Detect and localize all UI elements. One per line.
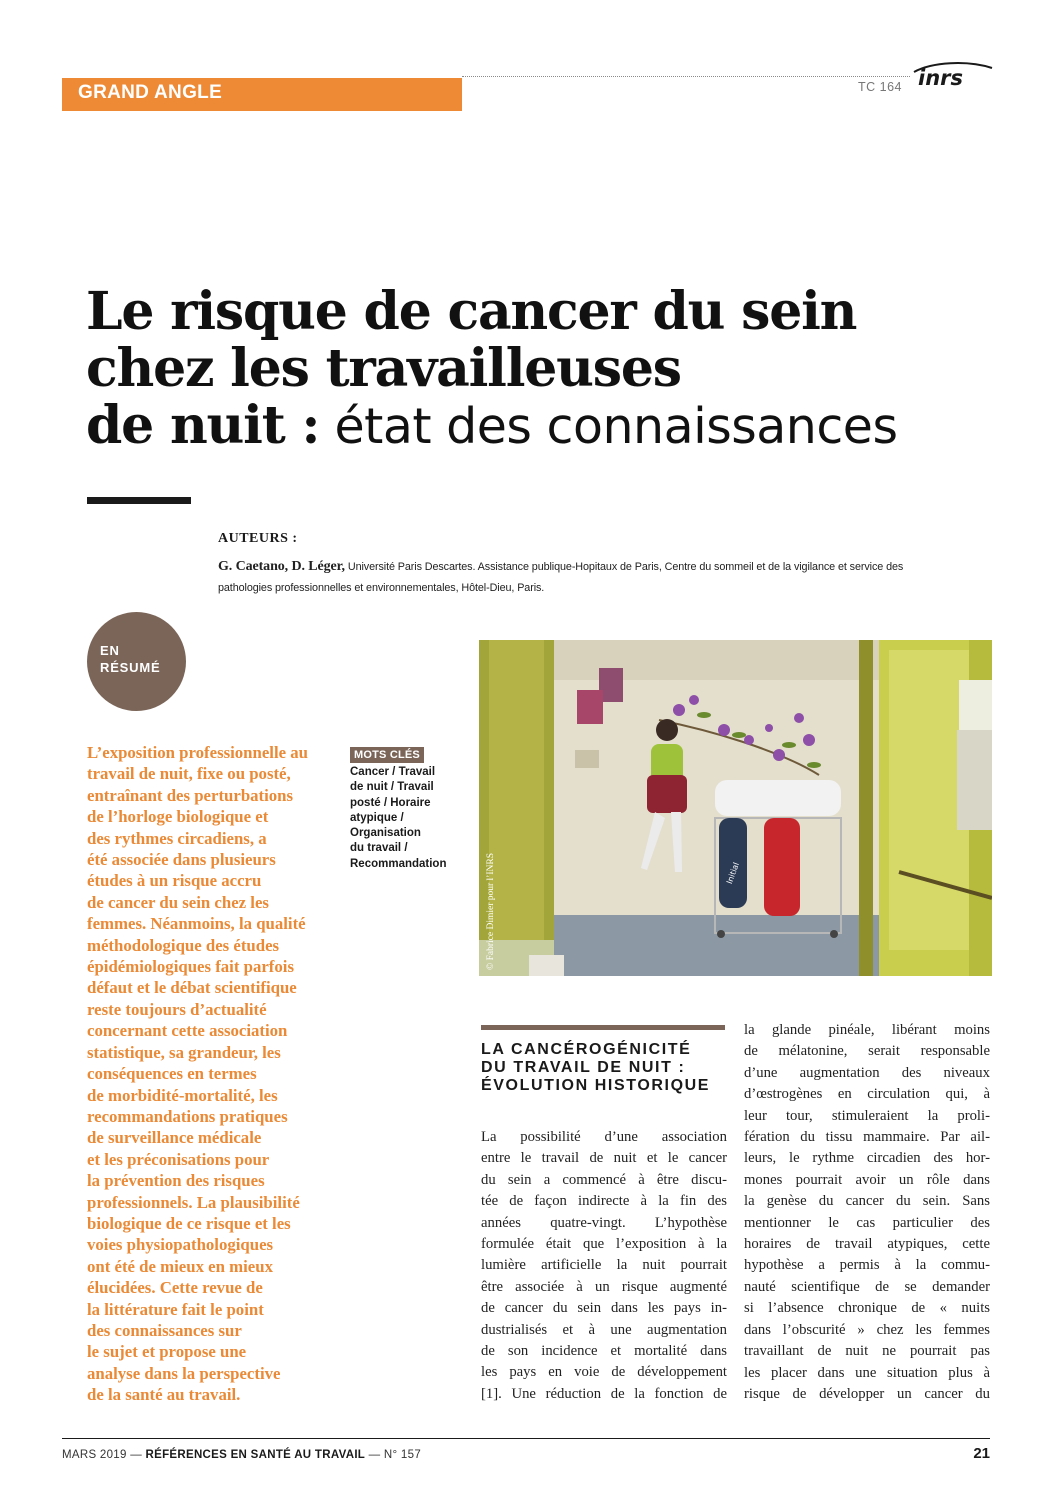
abstract-line: épidémiologiques fait parfois <box>87 957 294 977</box>
affiliation-line-1: Université Paris Descartes. Assistance publique-Hopitaux de Paris, Centre du sommeil et de la vigilance et service des <box>347 561 904 573</box>
inrs-logo <box>912 58 994 90</box>
footer-journal: RÉFÉRENCES EN SANTÉ AU TRAVAIL <box>145 1449 366 1461</box>
section-heading-line: DU TRAVAIL DE NUIT : <box>481 1059 686 1076</box>
body-line: du sein a commencé à être discu- <box>481 1171 727 1188</box>
title-rule <box>87 497 191 504</box>
affiliation-line-2: pathologies professionnelles et environnementales, Hôtel-Dieu, Paris. <box>218 582 545 594</box>
body-line: horaires de travail atypiques, cette <box>744 1236 990 1253</box>
body-line: lumière artificielle la nuit pourrait <box>481 1257 727 1274</box>
article-photo <box>479 640 992 976</box>
keywords-list <box>350 765 480 872</box>
abstract-line: été associée dans plusieurs <box>87 850 276 870</box>
abstract-line: biologique de ce risque et les <box>87 1213 291 1233</box>
keyword-line: Cancer / Travail <box>350 766 436 778</box>
page-number: 21 <box>973 1445 990 1462</box>
resume-badge <box>87 612 186 711</box>
footer-date: MARS 2019 — <box>62 1449 146 1461</box>
keyword-line: Organisation <box>350 827 421 840</box>
body-line: la glande pinéale, libérant moins <box>744 1022 990 1038</box>
authors-heading: AUTEURS : <box>218 531 298 546</box>
section-heading <box>481 1041 731 1095</box>
abstract-line: statistique, sa grandeur, les <box>87 1042 281 1062</box>
abstract-line: le sujet et propose une <box>87 1342 247 1362</box>
abstract-line: de la santé au travail. <box>87 1385 241 1405</box>
abstract-line: conséquences en termes <box>87 1064 257 1084</box>
abstract-line: études à un risque accru <box>87 871 262 891</box>
abstract-line: reste toujours d’actualité <box>87 999 267 1019</box>
section-heading-line: ÉVOLUTION HISTORIQUE <box>481 1077 711 1094</box>
abstract-line: L’exposition professionnelle au <box>87 743 308 762</box>
abstract-line: femmes. Néanmoins, la qualité <box>87 914 306 934</box>
abstract-line: méthodologique des études <box>87 935 280 955</box>
abstract-line: et les préconisations pour <box>87 1149 270 1169</box>
body-line: d’œstrogènes en circulation qui, à <box>744 1086 990 1103</box>
keyword-line: de nuit / Travail <box>350 781 434 794</box>
body-line: fération du tissu mammaire. Par ail- <box>744 1129 990 1146</box>
logo-text: inrs <box>918 66 964 90</box>
abstract-line: élucidées. Cette revue de <box>87 1278 263 1298</box>
body-line: les pays en voie de développement <box>481 1364 727 1381</box>
resume-badge-line-1: EN <box>100 643 120 658</box>
body-line: si l’absence chronique de « nuits <box>744 1300 990 1317</box>
body-line: nauté scientifique de se demander <box>744 1278 990 1295</box>
abstract-line: la littérature fait le point <box>87 1299 264 1319</box>
title-line-2: chez les travailleuses <box>86 338 681 399</box>
keyword-line: du travail / <box>350 842 408 855</box>
footer-issue: — N° 157 <box>365 1449 422 1461</box>
reference-code: TC 164 <box>858 80 902 94</box>
cart-bag-label: Initial <box>724 861 741 886</box>
keyword-line: atypique / <box>350 811 404 824</box>
body-line: dustrialisés et à une augmentation <box>481 1321 727 1338</box>
body-line: travaillant de nuit ne pourrait pas <box>744 1343 990 1360</box>
body-line: de cancer du sein dans les pays in- <box>481 1300 727 1317</box>
body-line: leurs, le rythme circadien des hor- <box>744 1150 990 1167</box>
abstract-line: des connaissances sur <box>87 1320 242 1340</box>
body-line: de mélatonine, serait responsable <box>744 1043 990 1060</box>
section-heading-rule <box>481 1025 725 1030</box>
body-line: être associée à un risque augmenté <box>481 1278 727 1295</box>
author-names: G. Caetano, D. Léger, <box>218 559 345 574</box>
body-line: risque de développer un cancer du <box>744 1385 990 1402</box>
abstract-line: des rythmes circadiens, a <box>87 828 267 848</box>
body-line: leur tour, stimuleraient la proli- <box>744 1107 990 1124</box>
body-column-2 <box>744 1020 990 1405</box>
body-line: La possibilité d’une association <box>481 1129 727 1145</box>
abstract-line: travail de nuit, fixe ou posté, <box>87 764 291 784</box>
abstract-line: recommandations pratiques <box>87 1106 288 1126</box>
authors-block <box>218 556 998 599</box>
footer-rule <box>62 1438 990 1439</box>
abstract-line: de l’horloge biologique et <box>87 807 269 827</box>
body-line: la genèse du cancer du sein. Sans <box>744 1193 990 1210</box>
resume-badge-line-2: RÉSUMÉ <box>100 660 161 675</box>
body-line: mones pourrait avoir un rôle dans <box>744 1171 990 1188</box>
photo-credit: © Fabrice Dimier pour l’INRS <box>486 853 496 970</box>
body-line: années quatre-vingt. L’hypothèse <box>481 1214 727 1231</box>
abstract-line: défaut et le débat scientifique <box>87 978 297 998</box>
title-line-3 <box>86 397 986 455</box>
body-line: hypothèse a permis à la commu- <box>744 1257 990 1274</box>
abstract-line: professionnels. La plausibilité <box>87 1192 300 1212</box>
body-line: de son incidence et mortalité dans <box>481 1343 727 1360</box>
section-banner <box>62 78 462 111</box>
body-line: tée de façon indirecte à la fin des <box>481 1193 727 1210</box>
abstract-line: la prévention des risques <box>87 1171 265 1191</box>
abstract-line: analyse dans la perspective <box>87 1363 281 1383</box>
body-line: entre le travail de nuit et le cancer <box>481 1150 727 1167</box>
section-label: GRAND ANGLE <box>78 82 223 103</box>
abstract-line: concernant cette association <box>87 1021 288 1041</box>
article-title <box>86 283 986 455</box>
footer-citation <box>62 1449 421 1461</box>
title-line-3-bold: de nuit : <box>86 395 320 456</box>
body-line: d’une augmentation des niveaux <box>744 1064 990 1081</box>
abstract-line: entraînant des perturbations <box>87 785 294 805</box>
body-line: [1]. Une réduction de la fonction de <box>481 1385 727 1402</box>
keyword-line: Recommandation <box>350 857 447 870</box>
title-line-1: Le risque de cancer du sein <box>86 281 857 342</box>
abstract-line: voies physiopathologiques <box>87 1235 274 1255</box>
section-heading-line: LA CANCÉROGÉNICITÉ <box>481 1041 692 1058</box>
keywords-label: MOTS CLÉS <box>350 747 424 763</box>
abstract-line: de morbidité-mortalité, les <box>87 1085 278 1105</box>
body-line: les placer dans une situation plus à <box>744 1364 990 1381</box>
keyword-line: posté / Horaire <box>350 796 431 809</box>
header-dotted-rule <box>462 76 910 77</box>
abstract-line: de cancer du sein chez les <box>87 892 269 912</box>
authors-line-1 <box>218 556 998 578</box>
body-line: mentionner le cas particulier des <box>744 1214 990 1231</box>
body-column-1 <box>481 1127 727 1405</box>
body-line: formulée était que l’exposition à la <box>481 1236 727 1253</box>
body-line: dans l’obscurité » chez les femmes <box>744 1321 990 1338</box>
abstract <box>87 742 367 1406</box>
abstract-line: ont été de mieux en mieux <box>87 1256 273 1276</box>
abstract-line: de surveillance médicale <box>87 1128 262 1148</box>
title-subtitle: état des connaissances <box>319 398 898 455</box>
